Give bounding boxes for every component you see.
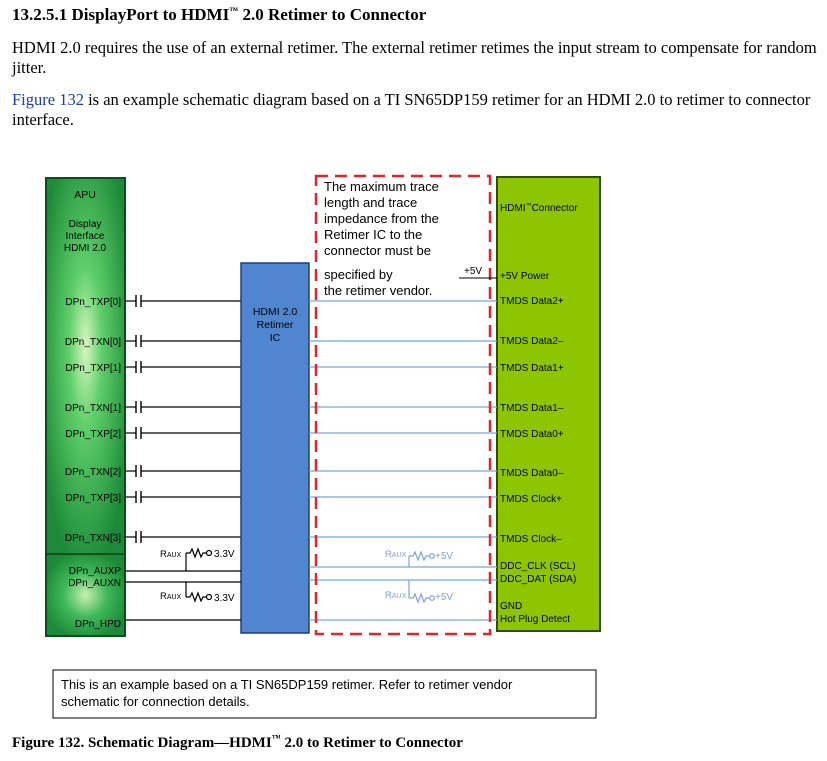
connector-pin-label: +5V Power [500,271,550,282]
svg-text:RAUX: RAUX [385,549,407,560]
connector-pin-label: DDC_DAT (SDA) [500,574,577,585]
section-number: 13.2.5.1 [12,5,68,24]
apu-title: APU [74,189,96,201]
note-line-6: specified by [324,267,393,282]
note-line-1: The maximum trace [324,179,439,194]
connector-pin-label: DDC_CLK (SCL) [500,561,576,572]
connector-pin-label: TMDS Data2+ [500,296,564,307]
apu-pin-label: DPn_TXN[3] [64,533,121,544]
figure-caption: Figure 132. Schematic Diagram—HDMI™ 2.0 to Retimer to Connector [12,733,463,751]
capacitors [136,295,141,543]
connector-title: HDMI™Connector [500,203,578,214]
power-5v-label: +5V [464,266,483,277]
connector-pin-label: TMDS Data0– [500,468,564,479]
svg-text:RAUX: RAUX [160,549,182,560]
paragraph-2: Figure 132 is an example schematic diagram based on a TI SN65DP159 retimer for an HDMI 2.0 to retimer to connector interface. [12,90,811,129]
ddc-resistor-top [409,552,434,567]
apu-pin-label: DPn_TXP[3] [65,493,121,504]
apu-aux-pin-label: DPn_HPD [74,619,121,630]
connector-pin-label: TMDS Data2– [500,336,564,347]
connector-pin-label: TMDS Clock– [500,534,562,545]
aux-resistor-top [125,549,241,571]
paragraph-1: HDMI 2.0 requires the use of an external retimer. The external retimer retimes the input stream to compensate for random jitter. [12,38,817,77]
figure-link[interactable]: Figure 132 [12,90,84,109]
v33-label-bottom: 3.3V [214,593,235,604]
apu-aux-pin-label: DPn_AUXN [68,578,121,589]
apu-subtitle-2: Interface [65,231,105,242]
apu-pin-label: DPn_TXN[1] [64,403,121,414]
note-line-2: length and trace [324,195,418,210]
connector-pin-label: TMDS Data0+ [500,429,564,440]
apu-pin-label: DPn_TXP[2] [65,429,121,440]
trace-note-text [324,179,439,298]
apu-pin-label: DPn_TXN[2] [64,467,121,478]
note-line-5: connector must be [324,243,431,258]
apu-pin-label: DPn_TXN[0] [64,337,121,348]
aux-resistor-bottom [125,582,241,604]
note-line-4: Retimer IC to the [324,227,423,242]
section-title: DisplayPort to HDMI™ 2.0 Retimer to Connector [71,5,427,24]
connector-pin-label: Hot Plug Detect [500,614,571,625]
connector-pin-label: TMDS Data1+ [500,363,564,374]
apu-aux-pin-label: DPn_AUXP [68,566,121,577]
v5-label-bottom: +5V [435,592,454,603]
svg-text:RAUX: RAUX [385,590,407,601]
retimer-traces [309,301,497,620]
apu-pin-label: DPn_TXP[0] [65,297,121,308]
note-line-3: impedance from the [324,211,439,226]
retimer-label-3: IC [269,332,281,344]
signal-lines [125,301,241,537]
retimer-label-1: HDMI 2.0 [252,306,298,318]
connector-pin-label: TMDS Data1– [500,403,564,414]
footnote-line-2: schematic for connection details. [61,694,250,709]
svg-text:RAUX: RAUX [160,591,182,602]
connector-pin-label: GND [500,601,523,612]
apu-pin-label: DPn_TXP[1] [65,363,121,374]
footnote-line-1: This is an example based on a TI SN65DP159 retimer. Refer to retimer vendor [61,677,513,692]
note-line-7: the retimer vendor. [324,283,433,298]
apu-subtitle-3: HDMI 2.0 [63,243,107,254]
ddc-resistor-bottom [409,580,434,602]
apu-subtitle-1: Display [68,219,102,230]
v5-label-top: +5V [435,551,454,562]
retimer-label-2: Retimer [256,319,294,331]
connector-pin-label: TMDS Clock+ [500,494,562,505]
v33-label-top: 3.3V [214,549,235,560]
